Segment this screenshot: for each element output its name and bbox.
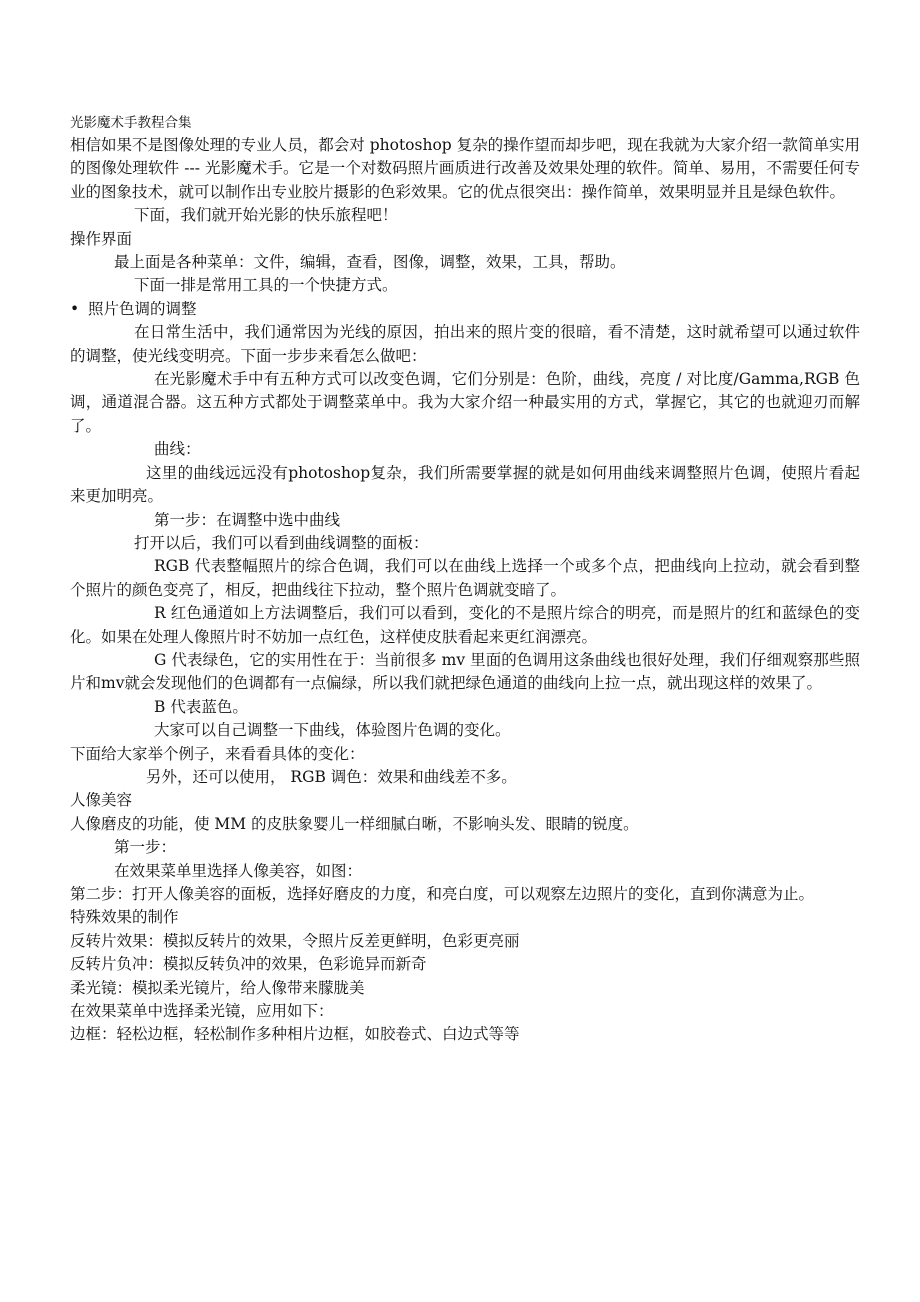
g-channel-paragraph: G 代表绿色，它的实用性在于：当前很多 mv 里面的色调用这条曲线也很好处理，我们仔细观察那些照片和mv就会发现他们的色调都有一点偏绿，所以我们就把绿色通道的曲线向上拉一点，就出现这样的效果了。 [70, 650, 860, 693]
portrait-paragraph: 人像磨皮的功能，使 MM 的皮肤象婴儿一样细腻白晰，不影响头发、眼睛的锐度。 [70, 814, 639, 833]
portrait-step-1: 第一步： [114, 838, 177, 857]
bullet-icon: • [70, 299, 80, 318]
portrait-step-1-body: 在效果菜单里选择人像美容，如图： [114, 861, 363, 880]
rgb-also-line: 另外，还可以使用， RGB 调色：效果和曲线差不多。 [146, 767, 517, 786]
start-line: 下面，我们就开始光影的快乐旅程吧！ [134, 206, 398, 225]
portrait-step-2: 第二步：打开人像美容的面板，选择好磨皮的力度，和亮白度，可以观察左边照片的变化，直到你满意为止。 [70, 885, 815, 903]
effect-negative: 反转片负冲：模拟反转负冲的效果，色彩诡异而新奇 [70, 955, 427, 974]
document-title: 光影魔术手教程合集 [70, 115, 192, 131]
color-paragraph-2: 在光影魔术手中有五种方式可以改变色调，它们分别是：色阶，曲线，亮度 / 对比度/Gamma,RGB 色调，通道混合器。这五种方式都处于调整菜单中。我为大家介绍一种最实用的方式，掌握它，其它的也就迎刃而解了。 [70, 370, 860, 435]
intro-paragraph: 相信如果不是图像处理的专业人员，都会对 photoshop 复杂的操作望而却步吧，现在我就为大家介绍一款简单实用的图像处理软件 --- 光影魔术手。它是一个对数码照片画质进行改善及效果处理的软件。简单、易用，不需要任何专业的图象技术，就可以制作出专业胶片摄影的色彩效果。它的优点很突出：操作简单，效果明显并且是绿色软件。 [70, 136, 860, 201]
document-page [70, 112, 860, 1047]
effect-soft-light-apply: 在效果菜单中选择柔光镜，应用如下： [70, 1002, 334, 1021]
section-heading-color-label: 照片色调的调整 [88, 299, 197, 318]
effect-border: 边框：轻松边框，轻松制作多种相片边框，如胶卷式、白边式等等 [70, 1025, 520, 1044]
color-paragraph-1: 在日常生活中，我们通常因为光线的原因，拍出来的照片变的很暗，看不清楚，这时就希望可以通过软件的调整，使光线变明亮。下面一步步来看怎么做吧： [70, 323, 860, 365]
section-heading-special: 特殊效果的制作 [70, 908, 179, 927]
example-line: 下面给大家举个例子，来看看具体的变化： [70, 744, 365, 763]
step-1-line: 第一步：在调整中选中曲线 [154, 510, 341, 529]
try-curve-line: 大家可以自己调整一下曲线，体验图片色调的变化。 [154, 721, 511, 740]
section-heading-ui: 操作界面 [70, 229, 133, 248]
ui-toolbar-line: 下面一排是常用工具的一个快捷方式。 [134, 276, 398, 295]
curve-paragraph: 这里的曲线远远没有photoshop复杂，我们所需要掌握的就是如何用曲线来调整照片色调，使照片看起来更加明亮。 [70, 463, 860, 506]
curve-label: 曲线： [154, 440, 201, 459]
r-channel-paragraph: R 红色通道如上方法调整后，我们可以看到，变化的不是照片综合的明亮，而是照片的红和蓝绿色的变化。如果在处理人像照片时不妨加一点红色，这样使皮肤看起来更红润漂亮。 [70, 604, 860, 646]
rgb-paragraph: RGB 代表整幅照片的综合色调，我们可以在曲线上选择一个或多个点，把曲线向上拉动，就会看到整个照片的颜色变亮了，相反，把曲线往下拉动，整个照片色调就变暗了。 [70, 557, 860, 599]
section-heading-portrait: 人像美容 [70, 791, 133, 810]
effect-soft-light: 柔光镜：模拟柔光镜片，给人像带来朦胧美 [70, 978, 365, 997]
open-panel-line: 打开以后，我们可以看到曲线调整的面板： [134, 533, 429, 552]
section-heading-color [70, 298, 860, 321]
effect-reversal: 反转片效果：模拟反转片的效果，令照片反差更鲜明，色彩更亮丽 [70, 931, 520, 950]
ui-menu-line: 最上面是各种菜单：文件，编辑，查看，图像，调整，效果，工具，帮助。 [114, 253, 626, 272]
b-channel-line: B 代表蓝色。 [154, 697, 248, 716]
